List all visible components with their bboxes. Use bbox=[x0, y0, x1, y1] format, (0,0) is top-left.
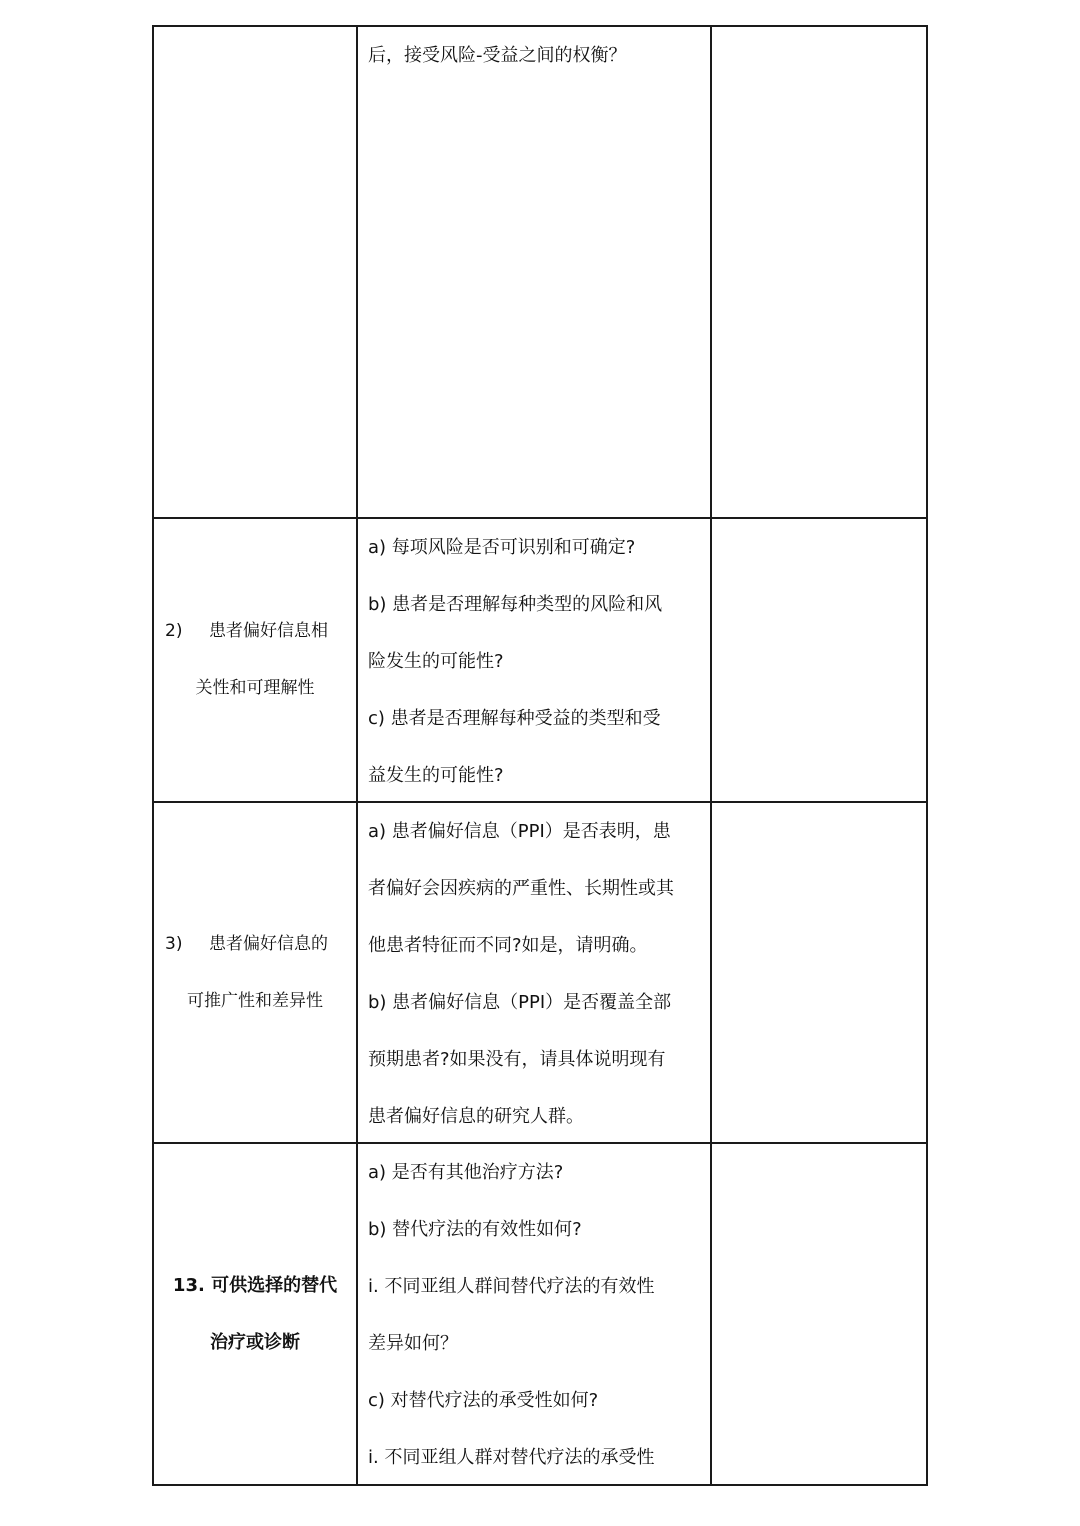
row-4-notes-cell bbox=[712, 1144, 926, 1484]
row-1-question-cell bbox=[358, 27, 710, 517]
topic-line-1: 患者偏好信息相 bbox=[209, 621, 328, 641]
topic-text bbox=[165, 916, 345, 1030]
question-line: 者偏好会因疾病的严重性、长期性或其 bbox=[368, 878, 674, 899]
question-line: a) 每项风险是否可识别和可确定? bbox=[368, 537, 636, 558]
topic-line-1: 患者偏好信息的 bbox=[209, 933, 328, 954]
question-line: 益发生的可能性? bbox=[368, 765, 504, 786]
question-line: b) 患者偏好信息（PPI）是否覆盖全部 bbox=[368, 992, 672, 1013]
question-line: 差异如何？ bbox=[368, 1333, 458, 1354]
row-2-topic-cell bbox=[154, 519, 356, 801]
section-heading-line-1: 13. 可供选择的替代 bbox=[172, 1275, 338, 1296]
topic-number: 3) bbox=[165, 933, 183, 954]
row-2-question-cell bbox=[358, 519, 710, 801]
row-3-topic-cell bbox=[154, 803, 356, 1142]
question-line: b) 替代疗法的有效性如何? bbox=[368, 1219, 582, 1240]
row-2-notes-cell bbox=[712, 519, 926, 801]
question-line: 后，接受风险-受益之间的权衡？ bbox=[368, 45, 627, 66]
row-3-notes-cell bbox=[712, 803, 926, 1142]
question-line: a) 患者偏好信息（PPI）是否表明，患 bbox=[368, 821, 671, 842]
question-line: 患者偏好信息的研究人群。 bbox=[368, 1106, 584, 1127]
question-line: a) 是否有其他治疗方法? bbox=[368, 1162, 564, 1183]
row-4-topic-cell bbox=[154, 1144, 356, 1484]
question-line: i. 不同亚组人群间替代疗法的有效性 bbox=[368, 1276, 655, 1297]
question-line: b) 患者是否理解每种类型的风险和风 bbox=[368, 594, 663, 615]
section-heading bbox=[165, 1257, 345, 1371]
topic-line-2: 关性和可理解性 bbox=[195, 678, 315, 698]
question-line: c) 对替代疗法的承受性如何? bbox=[368, 1390, 599, 1411]
question-line: c) 患者是否理解每种受益的类型和受 bbox=[368, 708, 661, 729]
row-3-question-cell bbox=[358, 803, 710, 1142]
topic-line-2: 可推广性和差异性 bbox=[187, 990, 323, 1011]
topic-text bbox=[165, 603, 345, 717]
question-line: 预期患者?如果没有，请具体说明现有 bbox=[368, 1049, 666, 1070]
section-heading-line-2: 治疗或诊断 bbox=[210, 1332, 300, 1353]
question-line: 他患者特征而不同?如是，请明确。 bbox=[368, 935, 648, 956]
requirements-table bbox=[152, 25, 928, 1486]
question-line: i. 不同亚组人群对替代疗法的承受性 bbox=[368, 1447, 655, 1468]
question-line: 险发生的可能性? bbox=[368, 651, 504, 672]
topic-number: 2) bbox=[165, 621, 183, 641]
row-4-question-cell bbox=[358, 1144, 710, 1484]
row-1-notes-cell bbox=[712, 27, 926, 517]
row-1-topic-cell bbox=[154, 27, 356, 517]
